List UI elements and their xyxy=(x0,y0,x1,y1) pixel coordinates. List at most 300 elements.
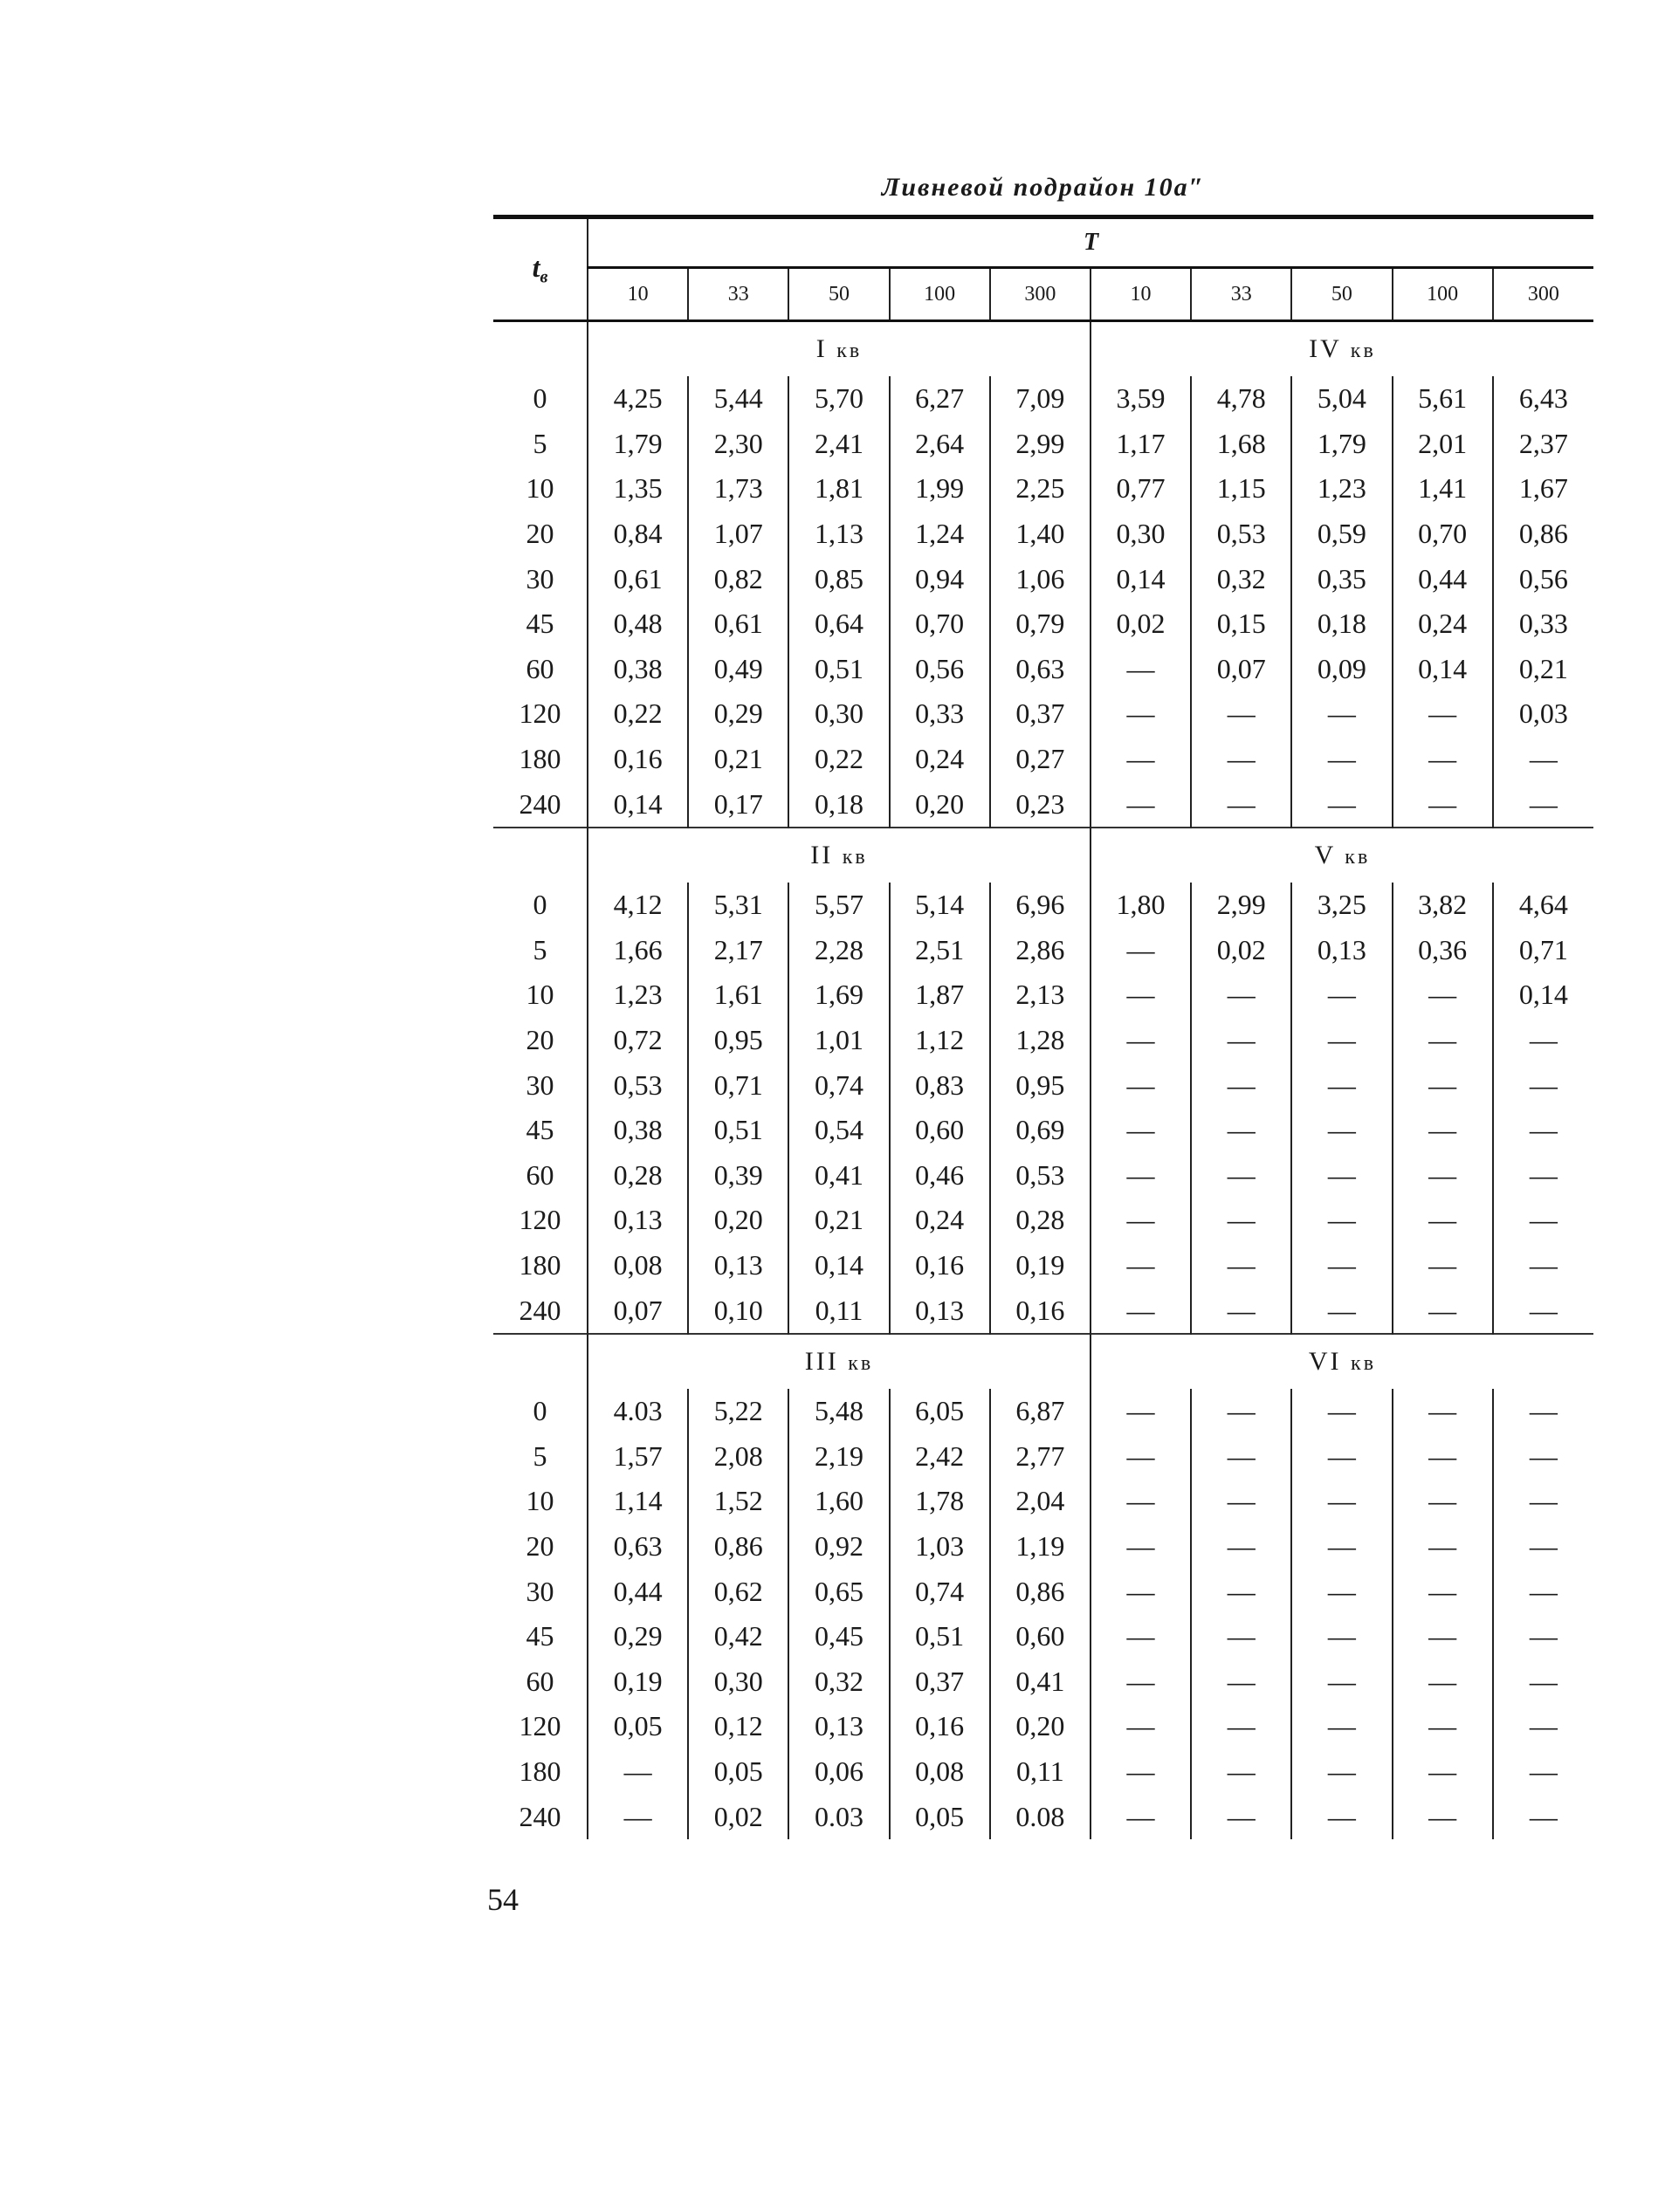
table-cell: 4,25 xyxy=(588,376,688,422)
table-cell: 0,19 xyxy=(990,1243,1091,1288)
row-label-tb: 10 xyxy=(526,979,554,1011)
table-cell: — xyxy=(1493,781,1593,828)
section-header-blank xyxy=(493,1334,588,1389)
table-cell: 1,06 xyxy=(990,556,1091,601)
header-row-group xyxy=(493,217,1593,268)
table-cell: — xyxy=(1493,1704,1593,1749)
table-cell: 0.08 xyxy=(990,1794,1091,1839)
table-cell: 0,33 xyxy=(1493,601,1593,647)
quarter-roman: III xyxy=(804,1346,839,1376)
table-cell: 0,18 xyxy=(1291,601,1392,647)
row-label-tb: 120 xyxy=(519,697,561,730)
table-cell: — xyxy=(1091,1569,1191,1614)
table-cell: — xyxy=(1191,1704,1291,1749)
table-cell: 0,51 xyxy=(788,647,889,692)
table-cell: 0,86 xyxy=(1493,512,1593,557)
table-cell: — xyxy=(1091,928,1191,973)
table-row xyxy=(493,1749,1593,1795)
table-cell: 1,23 xyxy=(588,972,688,1018)
table-cell: — xyxy=(1493,1389,1593,1434)
table-cell: 0,41 xyxy=(788,1153,889,1199)
section-header-blank xyxy=(493,321,588,377)
table-cell: — xyxy=(1493,1433,1593,1479)
table-cell: 4,12 xyxy=(588,883,688,928)
row-label-tb: 0 xyxy=(533,1395,547,1427)
table-cell: 2,42 xyxy=(890,1433,990,1479)
table-cell: 1,14 xyxy=(588,1479,688,1524)
table-cell: — xyxy=(1291,1614,1392,1659)
table-cell: 0,35 xyxy=(1291,556,1392,601)
table-cell: 1,28 xyxy=(990,1018,1091,1063)
column-header-T: 10 xyxy=(588,268,688,321)
quarter-label-left xyxy=(588,1334,1091,1389)
table-row xyxy=(493,972,1593,1018)
table-cell: — xyxy=(1191,1153,1291,1199)
table-cell: — xyxy=(1091,737,1191,782)
table-cell: 0,28 xyxy=(990,1198,1091,1243)
table-cell: — xyxy=(1393,1749,1493,1795)
row-label-tb: 180 xyxy=(519,1248,561,1281)
table-row xyxy=(493,1614,1593,1659)
row-label-tb: 180 xyxy=(519,743,561,775)
table-cell: 1,87 xyxy=(890,972,990,1018)
table-row xyxy=(493,1433,1593,1479)
table-cell: — xyxy=(1191,1108,1291,1153)
table-cell: 1,19 xyxy=(990,1524,1091,1570)
table-cell: 0,61 xyxy=(588,556,688,601)
table-cell: — xyxy=(1493,1062,1593,1108)
table-cell: 0,38 xyxy=(588,1108,688,1153)
table-cell: — xyxy=(1091,1749,1191,1795)
table-cell: 0,13 xyxy=(1291,928,1392,973)
table-cell: 0,07 xyxy=(588,1288,688,1334)
table-cell: 0,49 xyxy=(688,647,788,692)
quarter-label-right xyxy=(1091,1334,1593,1389)
table-cell: — xyxy=(1291,691,1392,737)
table-cell: — xyxy=(1393,691,1493,737)
table-cell: — xyxy=(1191,1749,1291,1795)
table-cell: 0,12 xyxy=(688,1704,788,1749)
quarter-label-right xyxy=(1091,828,1593,883)
quarter-label-left xyxy=(588,828,1091,883)
table-cell: — xyxy=(1091,1108,1191,1153)
table-cell: — xyxy=(1291,1749,1392,1795)
row-label-tb: 0 xyxy=(533,889,547,921)
table-cell: — xyxy=(1291,1288,1392,1334)
table-cell: 0,24 xyxy=(1393,601,1493,647)
table-cell: 2,17 xyxy=(688,928,788,973)
table-cell: — xyxy=(1191,737,1291,782)
table-cell: 1,41 xyxy=(1393,466,1493,512)
table-cell: 0,61 xyxy=(688,601,788,647)
table-cell: 1,35 xyxy=(588,466,688,512)
table-cell: 0,94 xyxy=(890,556,990,601)
table-cell: — xyxy=(1191,1062,1291,1108)
table-cell: 0,21 xyxy=(788,1198,889,1243)
table-cell: — xyxy=(1393,1153,1493,1199)
table-cell: 1,13 xyxy=(788,512,889,557)
table-cell: 0,16 xyxy=(890,1243,990,1288)
table-cell: 0,51 xyxy=(890,1614,990,1659)
table-cell: — xyxy=(1493,737,1593,782)
row-label-tb: 30 xyxy=(526,1575,554,1607)
table-cell: 0,08 xyxy=(890,1749,990,1795)
row-label-tb: 60 xyxy=(526,652,554,684)
table-cell: 0,45 xyxy=(788,1614,889,1659)
quarter-roman: VI xyxy=(1308,1346,1342,1376)
table-cell: — xyxy=(1493,1198,1593,1243)
quarter-unit: кв xyxy=(842,845,868,869)
table-cell: — xyxy=(1291,1198,1392,1243)
table-cell: 1,15 xyxy=(1191,466,1291,512)
table-cell: — xyxy=(1291,1704,1392,1749)
table-cell: — xyxy=(1291,972,1392,1018)
table-cell: — xyxy=(1393,1569,1493,1614)
table-cell: 0,14 xyxy=(788,1243,889,1288)
table-cell: 2,04 xyxy=(990,1479,1091,1524)
table-cell: 0,37 xyxy=(990,691,1091,737)
table-row xyxy=(493,1243,1593,1288)
table-cell: 7,09 xyxy=(990,376,1091,422)
table-cell: 2,99 xyxy=(1191,883,1291,928)
table-cell: 0,16 xyxy=(990,1288,1091,1334)
table-cell: — xyxy=(1091,1433,1191,1479)
table-row xyxy=(493,1062,1593,1108)
table-cell: 0,56 xyxy=(890,647,990,692)
table-cell: 0.03 xyxy=(788,1794,889,1839)
table-cell: 0,15 xyxy=(1191,601,1291,647)
table-cell: — xyxy=(1393,737,1493,782)
table-cell: 0,19 xyxy=(588,1659,688,1704)
table-cell: — xyxy=(1493,1569,1593,1614)
table-cell: 0,24 xyxy=(890,737,990,782)
table-cell: 0,86 xyxy=(688,1524,788,1570)
table-cell: — xyxy=(1291,1108,1392,1153)
column-group-T xyxy=(588,217,1593,268)
table-cell: — xyxy=(1291,1018,1392,1063)
section-header-row xyxy=(493,1334,1593,1389)
column-header-T: 33 xyxy=(1191,268,1291,321)
table-cell: — xyxy=(1393,781,1493,828)
table-cell: 6,87 xyxy=(990,1389,1091,1434)
table-row xyxy=(493,1659,1593,1704)
column-header-T: 50 xyxy=(1291,268,1392,321)
table-row xyxy=(493,1198,1593,1243)
table-cell: 0,30 xyxy=(788,691,889,737)
table-cell: — xyxy=(1091,1018,1191,1063)
table-row xyxy=(493,1153,1593,1199)
table-cell: 2,51 xyxy=(890,928,990,973)
table-cell: 0,84 xyxy=(588,512,688,557)
row-label-tb: 120 xyxy=(519,1710,561,1742)
table-cell: 1,61 xyxy=(688,972,788,1018)
table-cell: — xyxy=(1393,1018,1493,1063)
table-cell: — xyxy=(1091,972,1191,1018)
table-cell: 0,05 xyxy=(688,1749,788,1795)
quarter-unit: кв xyxy=(848,1351,874,1375)
table-cell: — xyxy=(1091,1153,1191,1199)
table-row xyxy=(493,1389,1593,1434)
table-cell: 0,11 xyxy=(990,1749,1091,1795)
table-cell: 2,28 xyxy=(788,928,889,973)
table-cell: — xyxy=(1393,1389,1493,1434)
row-label-tb: 5 xyxy=(533,427,547,459)
table-cell: 0,07 xyxy=(1191,647,1291,692)
table-cell: — xyxy=(1191,1479,1291,1524)
table-cell: 0,53 xyxy=(1191,512,1291,557)
table-cell: — xyxy=(1091,1062,1191,1108)
table-cell: 0,56 xyxy=(1493,556,1593,601)
table-cell: 1,01 xyxy=(788,1018,889,1063)
row-label-tb: 240 xyxy=(519,1800,561,1832)
table-cell: 0,95 xyxy=(688,1018,788,1063)
table-cell: — xyxy=(1191,691,1291,737)
table-cell: 0,17 xyxy=(688,781,788,828)
table-cell: — xyxy=(1291,1389,1392,1434)
table-cell: 3,25 xyxy=(1291,883,1392,928)
table-cell: 0,72 xyxy=(588,1018,688,1063)
table-cell: 1,69 xyxy=(788,972,889,1018)
table-row xyxy=(493,512,1593,557)
table-cell: — xyxy=(1393,1614,1493,1659)
row-label-tb: 60 xyxy=(526,1665,554,1697)
page-number: 54 xyxy=(487,1882,519,1917)
row-label-tb: 10 xyxy=(526,1485,554,1517)
table-cell: 0,22 xyxy=(588,691,688,737)
table-cell: 0,16 xyxy=(588,737,688,782)
table-cell: 0,82 xyxy=(688,556,788,601)
table-cell: 5,61 xyxy=(1393,376,1493,422)
table-cell: — xyxy=(1191,1018,1291,1063)
table-cell: — xyxy=(1393,1198,1493,1243)
table-cell: 0,51 xyxy=(688,1108,788,1153)
table-cell: — xyxy=(1291,1524,1392,1570)
quarter-unit: кв xyxy=(1351,1351,1377,1375)
table-cell: 0,53 xyxy=(990,1153,1091,1199)
table-cell: — xyxy=(1493,1614,1593,1659)
table-cell: — xyxy=(1493,1749,1593,1795)
table-cell: 1,17 xyxy=(1091,422,1191,467)
table-cell: — xyxy=(1191,1389,1291,1434)
table-cell: — xyxy=(1493,1794,1593,1839)
table-cell: — xyxy=(1393,972,1493,1018)
table-cell: 5,44 xyxy=(688,376,788,422)
row-label-tb: 20 xyxy=(526,1024,554,1056)
table-cell: 2,25 xyxy=(990,466,1091,512)
quarter-roman: II xyxy=(810,840,834,869)
table-cell: — xyxy=(1291,1569,1392,1614)
column-header-T: 100 xyxy=(1393,268,1493,321)
table-cell: 0,05 xyxy=(890,1794,990,1839)
table-cell: 5,14 xyxy=(890,883,990,928)
table-cell: 0,09 xyxy=(1291,647,1392,692)
table-row xyxy=(493,1569,1593,1614)
header-row-columns xyxy=(493,268,1593,321)
table-cell: 0,28 xyxy=(588,1153,688,1199)
table-cell: — xyxy=(1091,691,1191,737)
table-cell: 0,65 xyxy=(788,1569,889,1614)
table-cell: 0,13 xyxy=(688,1243,788,1288)
section-header-row xyxy=(493,321,1593,377)
table-cell: — xyxy=(1291,1153,1392,1199)
table-cell: 0,13 xyxy=(890,1288,990,1334)
row-label-tb: 0 xyxy=(533,382,547,415)
table-cell: 1,68 xyxy=(1191,422,1291,467)
table-cell: 0,14 xyxy=(588,781,688,828)
table-cell: — xyxy=(1091,1288,1191,1334)
table-cell: — xyxy=(1493,1243,1593,1288)
table-cell: 1,57 xyxy=(588,1433,688,1479)
table-cell: 0,03 xyxy=(1493,691,1593,737)
table-cell: — xyxy=(1091,1704,1191,1749)
quarter-roman: V xyxy=(1314,840,1336,869)
table-cell: 0,24 xyxy=(890,1198,990,1243)
table-cell: — xyxy=(1393,1433,1493,1479)
table-cell: 1,73 xyxy=(688,466,788,512)
table-cell: 0,08 xyxy=(588,1243,688,1288)
table-row xyxy=(493,601,1593,647)
table-cell: 1,52 xyxy=(688,1479,788,1524)
row-header-tb xyxy=(493,217,588,321)
table-row xyxy=(493,376,1593,422)
table-cell: 0,02 xyxy=(1091,601,1191,647)
table-cell: 1,79 xyxy=(1291,422,1392,467)
table-cell: 0,32 xyxy=(788,1659,889,1704)
table-cell: 0,23 xyxy=(990,781,1091,828)
table-cell: — xyxy=(1393,1062,1493,1108)
table-cell: 2,37 xyxy=(1493,422,1593,467)
column-header-T: 10 xyxy=(1091,268,1191,321)
table-cell: — xyxy=(1091,1794,1191,1839)
table-cell: 0,62 xyxy=(688,1569,788,1614)
table-cell: 1,12 xyxy=(890,1018,990,1063)
table-cell: 0,70 xyxy=(890,601,990,647)
table-cell: 0,69 xyxy=(990,1108,1091,1153)
quarter-label-left xyxy=(588,321,1091,377)
table-cell: 6,43 xyxy=(1493,376,1593,422)
table-cell: 0,02 xyxy=(1191,928,1291,973)
table-cell: — xyxy=(1393,1479,1493,1524)
table-cell: — xyxy=(1493,1153,1593,1199)
row-label-tb: 180 xyxy=(519,1755,561,1787)
table-row xyxy=(493,556,1593,601)
quarter-unit: кв xyxy=(1350,340,1376,362)
table-cell: 0,14 xyxy=(1493,972,1593,1018)
table-cell: 0,21 xyxy=(688,737,788,782)
table-cell: 0,29 xyxy=(688,691,788,737)
table-cell: — xyxy=(1393,1659,1493,1704)
table-cell: 1,07 xyxy=(688,512,788,557)
rainfall-table-container xyxy=(493,215,1593,1860)
table-row xyxy=(493,691,1593,737)
table-cell: 5,22 xyxy=(688,1389,788,1434)
table-cell: 0,38 xyxy=(588,647,688,692)
table-cell: 1,03 xyxy=(890,1524,990,1570)
table-cell: 0,13 xyxy=(788,1704,889,1749)
table-cell: — xyxy=(1191,1569,1291,1614)
table-cell: 0,46 xyxy=(890,1153,990,1199)
table-cell: 6,27 xyxy=(890,376,990,422)
row-header-subscript: в xyxy=(540,267,548,287)
table-cell: 6,96 xyxy=(990,883,1091,928)
table-cell: 4,64 xyxy=(1493,883,1593,928)
table-cell: 5,48 xyxy=(788,1389,889,1434)
table-cell: 0,20 xyxy=(688,1198,788,1243)
table-cell: 1,79 xyxy=(588,422,688,467)
quarter-roman: IV xyxy=(1309,334,1342,363)
section-header-row xyxy=(493,828,1593,883)
table-cell: — xyxy=(1291,737,1392,782)
table-cell: 0,60 xyxy=(990,1614,1091,1659)
quarter-unit: кв xyxy=(1345,845,1371,869)
table-cell: — xyxy=(1091,1659,1191,1704)
table-cell: 0,63 xyxy=(588,1524,688,1570)
table-cell: 0,39 xyxy=(688,1153,788,1199)
table-cell: — xyxy=(1393,1288,1493,1334)
row-label-tb: 120 xyxy=(519,1204,561,1236)
column-header-T: 100 xyxy=(890,268,990,321)
row-label-tb: 30 xyxy=(526,562,554,594)
table-cell: 2,13 xyxy=(990,972,1091,1018)
table-cell: 0,32 xyxy=(1191,556,1291,601)
table-row xyxy=(493,1018,1593,1063)
table-row xyxy=(493,1108,1593,1153)
table-cell: 0,74 xyxy=(788,1062,889,1108)
table-row xyxy=(493,928,1593,973)
table-cell: 0,13 xyxy=(588,1198,688,1243)
table-cell: 0,71 xyxy=(1493,928,1593,973)
table-cell: 2,64 xyxy=(890,422,990,467)
table-cell: 0,30 xyxy=(1091,512,1191,557)
table-cell: 0,06 xyxy=(788,1749,889,1795)
table-cell: 0,71 xyxy=(688,1062,788,1108)
table-cell: 3,59 xyxy=(1091,376,1191,422)
quarter-unit: кв xyxy=(836,340,863,362)
row-label-tb: 10 xyxy=(526,472,554,505)
table-cell: 0,86 xyxy=(990,1569,1091,1614)
table-row xyxy=(493,1524,1593,1570)
table-cell: 0,14 xyxy=(1091,556,1191,601)
table-cell: — xyxy=(1393,1704,1493,1749)
table-cell: 0,41 xyxy=(990,1659,1091,1704)
table-cell: 1,99 xyxy=(890,466,990,512)
table-cell: 0,10 xyxy=(688,1288,788,1334)
table-cell: — xyxy=(1393,1243,1493,1288)
table-cell: — xyxy=(1191,1524,1291,1570)
table-cell: 0,02 xyxy=(688,1794,788,1839)
table-cell: 0,48 xyxy=(588,601,688,647)
table-cell: — xyxy=(1191,781,1291,828)
table-cell: — xyxy=(1493,1659,1593,1704)
table-cell: — xyxy=(1291,781,1392,828)
table-cell: 4.03 xyxy=(588,1389,688,1434)
table-cell: — xyxy=(1291,1659,1392,1704)
section-header-blank xyxy=(493,828,588,883)
table-cell: — xyxy=(1191,1433,1291,1479)
table-cell: 2,19 xyxy=(788,1433,889,1479)
table-cell: 5,57 xyxy=(788,883,889,928)
table-cell: 0,59 xyxy=(1291,512,1392,557)
row-label-tb: 5 xyxy=(533,1439,547,1472)
table-row xyxy=(493,737,1593,782)
table-cell: 0,14 xyxy=(1393,647,1493,692)
table-cell: — xyxy=(1091,1614,1191,1659)
table-cell: 0,74 xyxy=(890,1569,990,1614)
row-label-tb: 60 xyxy=(526,1158,554,1191)
table-cell: — xyxy=(1191,972,1291,1018)
table-cell: 0,20 xyxy=(990,1704,1091,1749)
rainfall-table xyxy=(493,215,1593,1839)
